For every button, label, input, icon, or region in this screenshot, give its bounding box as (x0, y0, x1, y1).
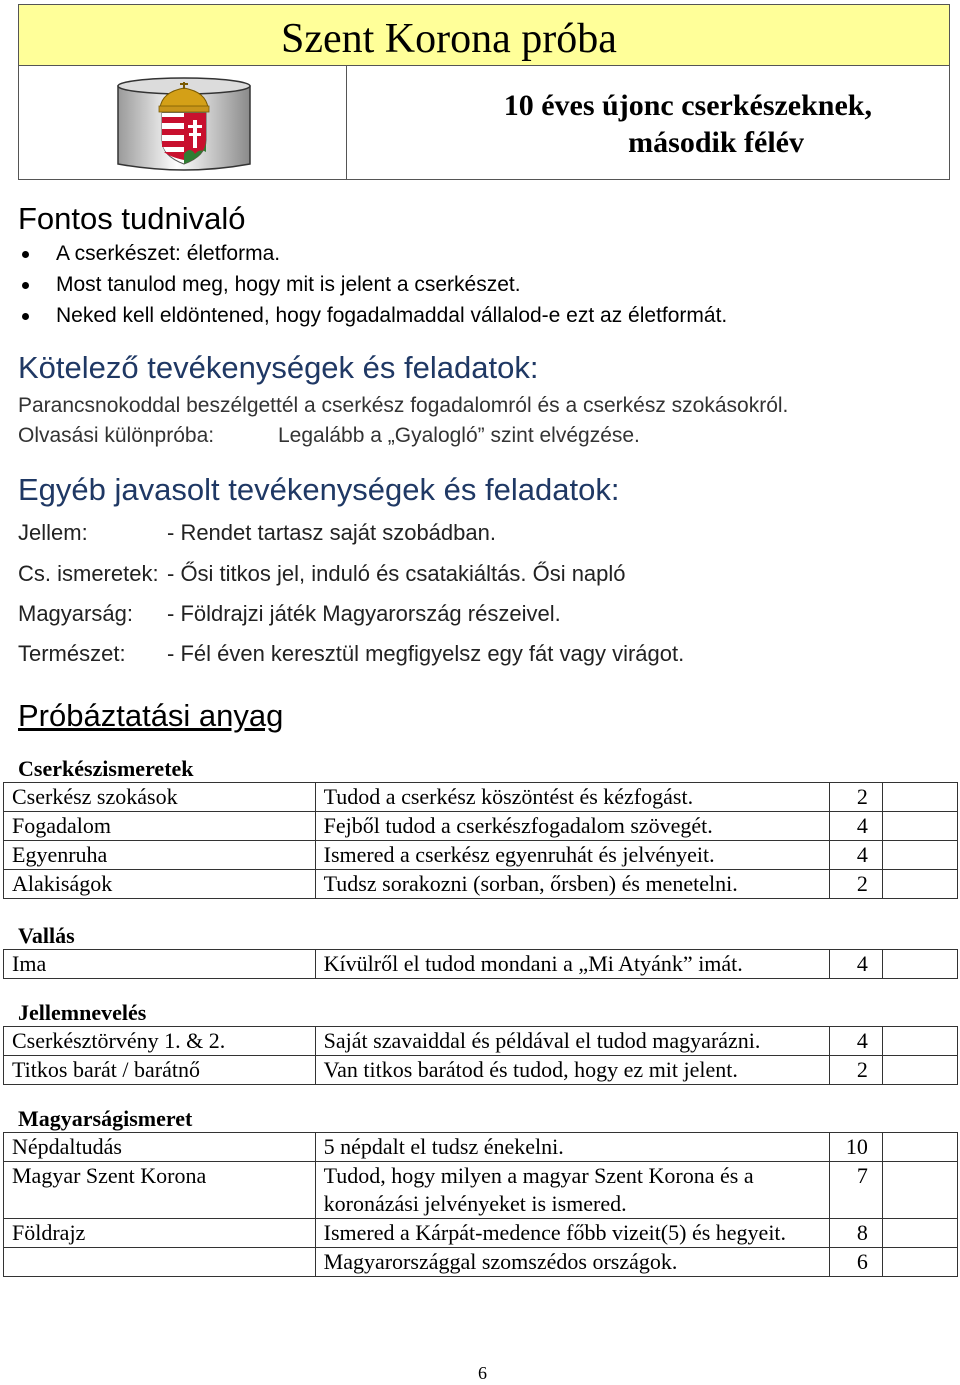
list-item: Neked kell eldöntened, hogy fogadalmaddal vállalod-e ezt az életformát. (18, 300, 727, 331)
bullet-icon (22, 251, 29, 258)
points-cell: 2 (829, 1056, 882, 1085)
task-cell: Ismered a Kárpát-medence főbb vizeit(5) és hegyeit. (315, 1219, 829, 1248)
task-cell: Ismered a cserkész egyenruhát és jelvényeit. (315, 841, 829, 870)
important-list (18, 238, 727, 331)
points-cell: 8 (829, 1219, 882, 1248)
reading-label: Olvasási különpróba: (18, 424, 215, 447)
other-value: - Földrajzi játék Magyarország részeivel. (167, 601, 561, 626)
subtitle-line-1: 10 éves újonc cserkészeknek, (503, 89, 872, 122)
task-cell: Tudod, hogy milyen a magyar Szent Korona és a koronázási jelvényeket is ismered. (315, 1162, 829, 1219)
points-cell: 4 (829, 1027, 882, 1056)
section-title: Cserkészismeretek (18, 756, 194, 781)
points-cell: 10 (829, 1133, 882, 1162)
test-material-heading: Próbáztatási anyag (18, 698, 284, 733)
task-cell: Tudsz sorakozni (sorban, őrsben) és menetelni. (315, 870, 829, 899)
task-cell: Tudod a cserkész köszöntést és kézfogást. (315, 783, 829, 812)
bullet-icon (22, 282, 29, 289)
points-cell: 4 (829, 950, 882, 979)
list-item: Most tanulod meg, hogy mit is jelent a cserkészet. (18, 269, 727, 300)
empty-cell (882, 1056, 957, 1085)
points-cell: 4 (829, 841, 882, 870)
points-cell: 2 (829, 870, 882, 899)
requirements-table (3, 782, 958, 899)
points-cell: 4 (829, 812, 882, 841)
section-title: Jellemnevelés (18, 1000, 147, 1025)
header-box (18, 4, 950, 180)
subtitle-line-2: második félév (628, 126, 804, 159)
task-cell: Magyarországgal szomszédos országok. (315, 1248, 829, 1277)
table-row (4, 812, 958, 841)
empty-cell (882, 812, 957, 841)
table-row (4, 1219, 958, 1248)
logo-cell (19, 66, 347, 180)
topic-cell: Ima (4, 950, 316, 979)
subtitle (364, 87, 924, 161)
requirements-table (3, 1026, 958, 1085)
points-cell: 7 (829, 1162, 882, 1219)
task-cell: 5 népdalt el tudsz énekelni. (315, 1133, 829, 1162)
topic-cell: Alakiságok (4, 870, 316, 899)
requirements-table (3, 949, 958, 979)
topic-cell: Titkos barát / barátnő (4, 1056, 316, 1085)
other-value: - Ősi titkos jel, induló és csatakiáltás. Ősi napló (167, 561, 626, 586)
task-cell: Kívülről el tudod mondani a „Mi Atyánk” imát. (315, 950, 829, 979)
other-label: Természet: (18, 641, 126, 666)
crown-coat-of-arms-icon (114, 72, 254, 176)
topic-cell: Magyar Szent Korona (4, 1162, 316, 1219)
other-label: Jellem: (18, 520, 88, 545)
empty-cell (882, 1133, 957, 1162)
empty-cell (882, 1219, 957, 1248)
empty-cell (882, 1248, 957, 1277)
topic-cell: Egyenruha (4, 841, 316, 870)
points-cell: 2 (829, 783, 882, 812)
page-title: Szent Korona próba (281, 16, 617, 62)
other-label: Magyarság: (18, 601, 133, 626)
other-value: - Fél éven keresztül megfigyelsz egy fát vagy virágot. (167, 641, 685, 666)
important-heading: Fontos tudnivaló (18, 201, 246, 236)
empty-cell (882, 783, 957, 812)
table-row (4, 783, 958, 812)
table-row (4, 870, 958, 899)
other-value: - Rendet tartasz saját szobádban. (167, 520, 496, 545)
empty-cell (882, 950, 957, 979)
topic-cell: Népdaltudás (4, 1133, 316, 1162)
empty-cell (882, 1027, 957, 1056)
table-row (4, 1027, 958, 1056)
page-number: 6 (478, 1363, 487, 1383)
empty-cell (882, 841, 957, 870)
mandatory-heading: Kötelező tevékenységek és feladatok: (18, 350, 539, 385)
table-row (4, 841, 958, 870)
task-cell: Van titkos barátod és tudod, hogy ez mit jelent. (315, 1056, 829, 1085)
topic-cell: Cserkész szokások (4, 783, 316, 812)
requirements-table (3, 1132, 958, 1277)
table-row (4, 1133, 958, 1162)
title-band (19, 5, 949, 66)
reading-value: Legalább a „Gyalogló” szint elvégzése. (278, 424, 640, 447)
topic-cell (4, 1248, 316, 1277)
task-cell: Saját szavaiddal és példával el tudod magyarázni. (315, 1027, 829, 1056)
task-cell: Fejből tudod a cserkészfogadalom szövegét. (315, 812, 829, 841)
other-heading: Egyéb javasolt tevékenységek és feladatok: (18, 472, 620, 507)
empty-cell (882, 870, 957, 899)
section-title: Magyarságismeret (18, 1106, 193, 1131)
points-cell: 6 (829, 1248, 882, 1277)
empty-cell (882, 1162, 957, 1219)
table-row (4, 950, 958, 979)
other-label: Cs. ismeretek: (18, 561, 159, 586)
topic-cell: Cserkésztörvény 1. & 2. (4, 1027, 316, 1056)
table-row (4, 1162, 958, 1219)
topic-cell: Fogadalom (4, 812, 316, 841)
list-item: A cserkészet: életforma. (18, 238, 727, 269)
topic-cell: Földrajz (4, 1219, 316, 1248)
section-title: Vallás (18, 923, 75, 948)
table-row (4, 1248, 958, 1277)
bullet-icon (22, 313, 29, 320)
mandatory-line: Parancsnokoddal beszélgettél a cserkész fogadalomról és a cserkész szokásokról. (18, 394, 789, 417)
table-row (4, 1056, 958, 1085)
